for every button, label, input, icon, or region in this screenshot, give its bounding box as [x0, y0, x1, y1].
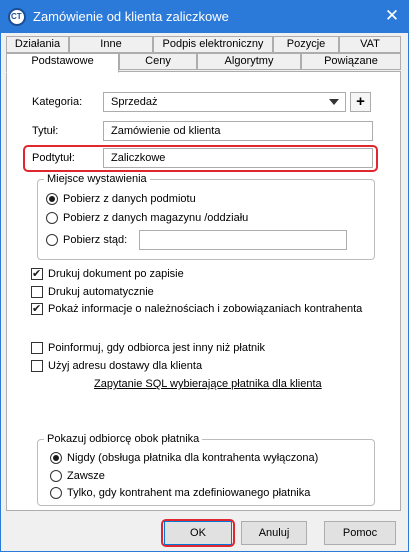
- add-category-button[interactable]: +: [350, 92, 371, 112]
- tab-ceny[interactable]: Ceny: [119, 53, 197, 70]
- kategoria-label: Kategoria:: [32, 96, 83, 108]
- sql-platnik-link[interactable]: Zapytanie SQL wybierające płatnika dla klienta: [94, 378, 322, 390]
- close-icon[interactable]: ✕: [384, 6, 400, 25]
- tab-podstawowe[interactable]: Podstawowe: [6, 53, 119, 73]
- kategoria-combo[interactable]: [103, 92, 346, 112]
- podtytul-input[interactable]: Zaliczkowe: [103, 148, 373, 168]
- pobierz-stad-input[interactable]: [139, 230, 347, 250]
- tytul-label: Tytuł:: [32, 125, 59, 137]
- tab-inne[interactable]: Inne: [69, 36, 153, 53]
- anuluj-button[interactable]: Anuluj: [241, 521, 307, 545]
- chevron-down-icon[interactable]: [329, 99, 339, 105]
- checkbox-drukuj-automatycznie[interactable]: [31, 286, 43, 298]
- app-logo-icon: [8, 8, 26, 26]
- tab-dzialania[interactable]: Działania: [6, 36, 69, 53]
- radio-zawsze[interactable]: [50, 470, 62, 482]
- label-poinformuj[interactable]: Poinformuj, gdy odbiorca jest inny niż płatnik: [48, 342, 266, 354]
- radio-tylko-gdy[interactable]: [50, 487, 62, 499]
- tab-algorytmy[interactable]: Algorytmy: [197, 53, 301, 70]
- ok-button[interactable]: OK: [164, 521, 232, 545]
- radio-pobierz-stad[interactable]: [46, 234, 58, 246]
- checkbox-uzyj-adresu[interactable]: [31, 360, 43, 372]
- radio-label-stad[interactable]: Pobierz stąd:: [63, 234, 128, 246]
- radio-label-tylko-gdy[interactable]: Tylko, gdy kontrahent ma zdefiniowanego płatnika: [67, 487, 311, 499]
- radio-label-podmiotu[interactable]: Pobierz z danych podmiotu: [63, 193, 196, 205]
- miejsce-wystawienia-title: Miejsce wystawienia: [44, 173, 150, 185]
- radio-label-magazynu[interactable]: Pobierz z danych magazynu /oddziału: [63, 212, 249, 224]
- pokazuj-odbiorce-title: Pokazuj odbiorcę obok płatnika: [44, 433, 202, 445]
- pomoc-button[interactable]: Pomoc: [324, 521, 396, 545]
- label-uzyj-adresu[interactable]: Użyj adresu dostawy dla klienta: [48, 360, 203, 372]
- tytul-input[interactable]: Zamówienie od klienta: [103, 121, 373, 141]
- label-pokaz-informacje[interactable]: Pokaż informacje o należnościach i zobowiązaniach kontrahenta: [48, 303, 363, 315]
- tab-podpis-elektroniczny[interactable]: Podpis elektroniczny: [153, 36, 273, 53]
- tab-pozycje[interactable]: Pozycje: [273, 36, 339, 53]
- title-bar: [1, 1, 408, 33]
- radio-pobierz-z-magazynu[interactable]: [46, 212, 58, 224]
- tab-powiazane[interactable]: Powiązane: [301, 53, 401, 70]
- radio-pobierz-z-podmiotu[interactable]: [46, 193, 58, 205]
- checkbox-drukuj-po-zapisie[interactable]: [31, 268, 43, 280]
- kategoria-value: Sprzedaż: [111, 96, 158, 108]
- radio-label-zawsze[interactable]: Zawsze: [67, 470, 105, 482]
- tab-vat[interactable]: VAT: [339, 36, 401, 53]
- label-drukuj-po-zapisie[interactable]: Drukuj dokument po zapisie: [48, 268, 184, 280]
- checkbox-poinformuj[interactable]: [31, 342, 43, 354]
- label-drukuj-automatycznie[interactable]: Drukuj automatycznie: [48, 286, 154, 298]
- radio-label-nigdy[interactable]: Nigdy (obsługa płatnika dla kontrahenta wyłączona): [67, 452, 319, 464]
- radio-nigdy[interactable]: [50, 452, 62, 464]
- window-title: Zamówienie od klienta zaliczkowe: [33, 9, 229, 24]
- checkbox-pokaz-informacje[interactable]: [31, 303, 43, 315]
- podtytul-label: Podtytuł:: [32, 152, 75, 164]
